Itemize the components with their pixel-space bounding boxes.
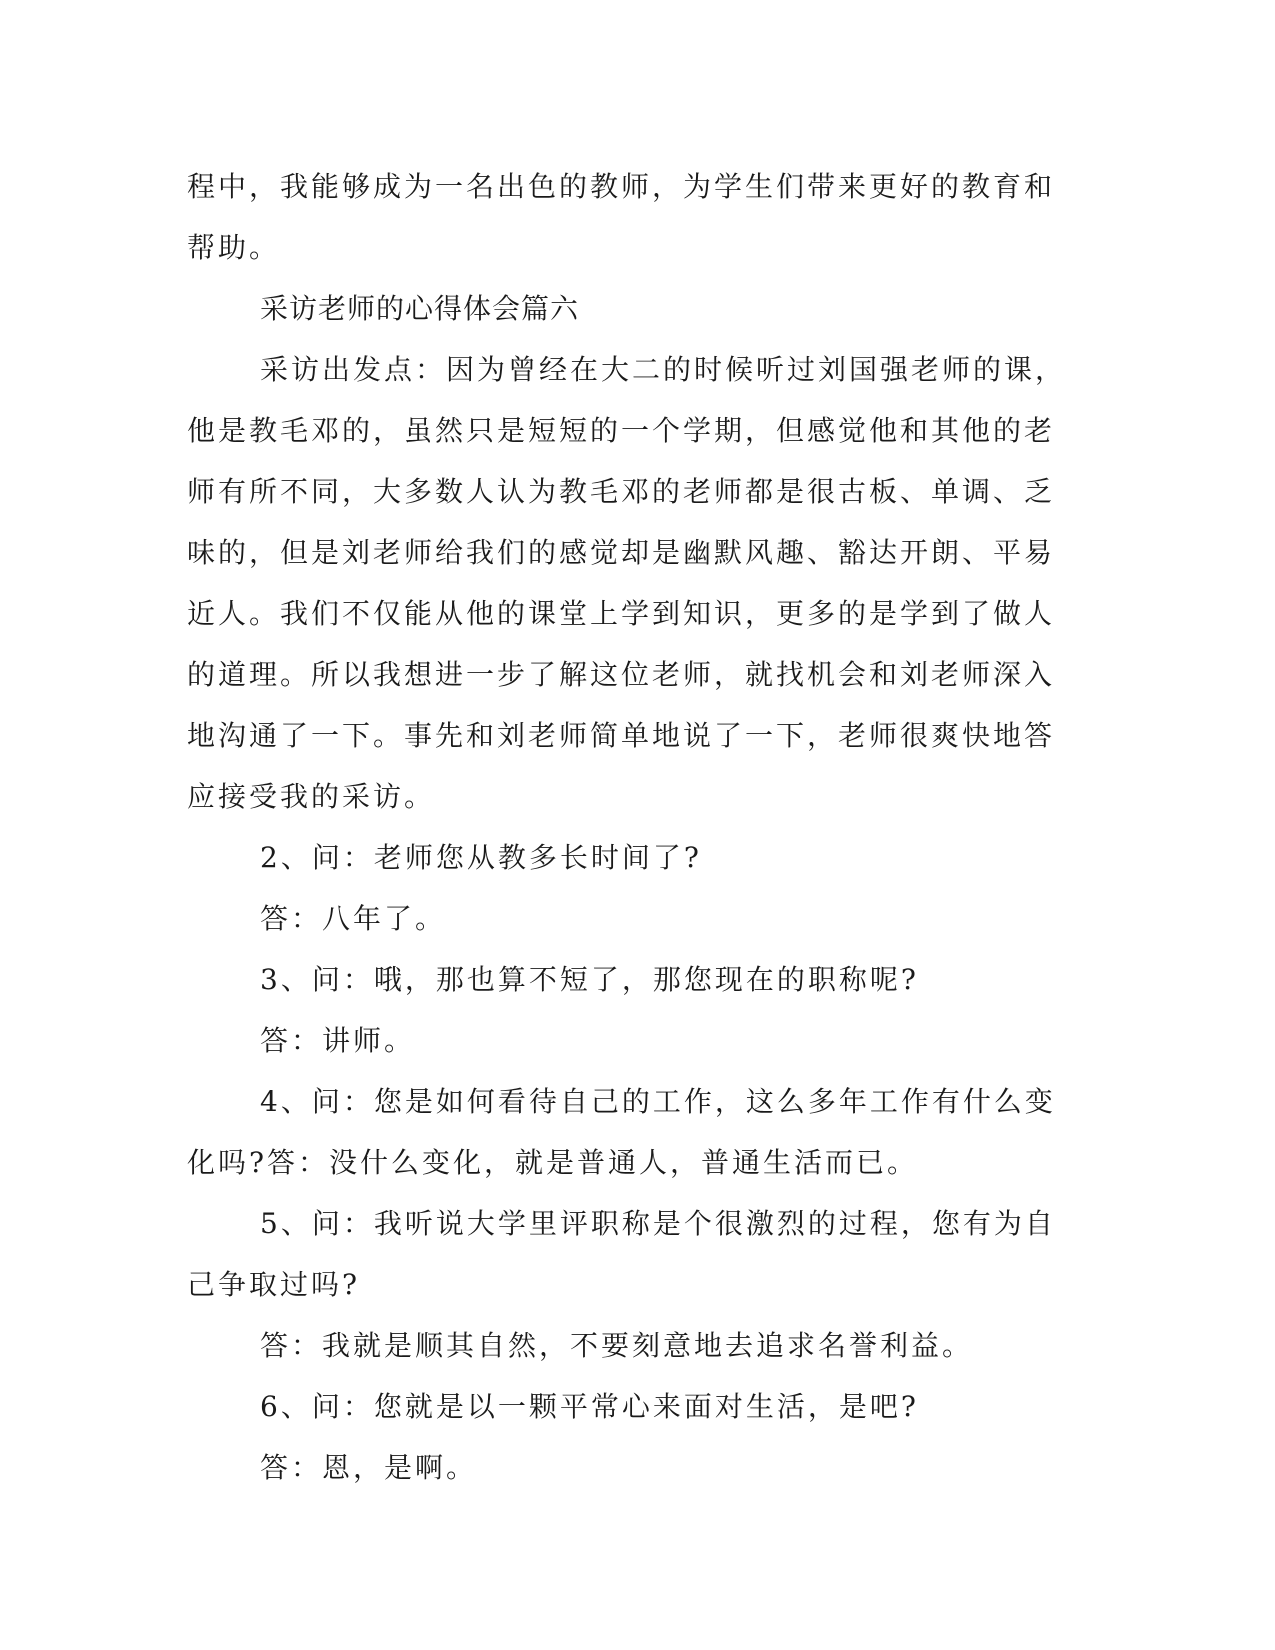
paragraph-interview-motivation: 采访出发点：因为曾经在大二的时候听过刘国强老师的课，他是教毛邓的，虽然只是短短的一个学期，但感觉他和其他的老师有所不同，大多数人认为教毛邓的老师都是很古板、单调、乏味的，但是刘老师给我们的感觉却是幽默风趣、豁达开朗、平易近人。我们不仅能从他的课堂上学到知识，更多的是学到了做人的道理。所以我想进一步了解这位老师，就找机会和刘老师深入地沟通了一下。事先和刘老师简单地说了一下，老师很爽快地答应接受我的采访。	[187, 353, 1067, 813]
question-2: 2、问：老师您从教多长时间了?	[260, 841, 702, 874]
question-6: 6、问：您就是以一颗平常心来面对生活，是吧?	[260, 1390, 919, 1423]
answer-3: 答：讲师。	[260, 1024, 416, 1057]
question-3: 3、问：哦，那也算不短了，那您现在的职称呢?	[260, 963, 919, 996]
document-body	[187, 156, 1077, 1498]
question-answer-4: 4、问：您是如何看待自己的工作，这么多年工作有什么变化吗?答：没什么变化，就是普通人，普通生活而已。	[187, 1085, 1056, 1179]
paragraph-continuation: 程中，我能够成为一名出色的教师，为学生们带来更好的教育和帮助。	[187, 170, 1056, 264]
answer-2: 答：八年了。	[260, 902, 447, 935]
answer-5: 答：我就是顺其自然，不要刻意地去追求名誉利益。	[260, 1329, 974, 1362]
answer-6: 答：恩，是啊。	[260, 1451, 478, 1484]
section-heading: 采访老师的心得体会篇六	[260, 292, 580, 325]
question-5: 5、问：我听说大学里评职称是个很激烈的过程，您有为自己争取过吗?	[187, 1207, 1056, 1301]
